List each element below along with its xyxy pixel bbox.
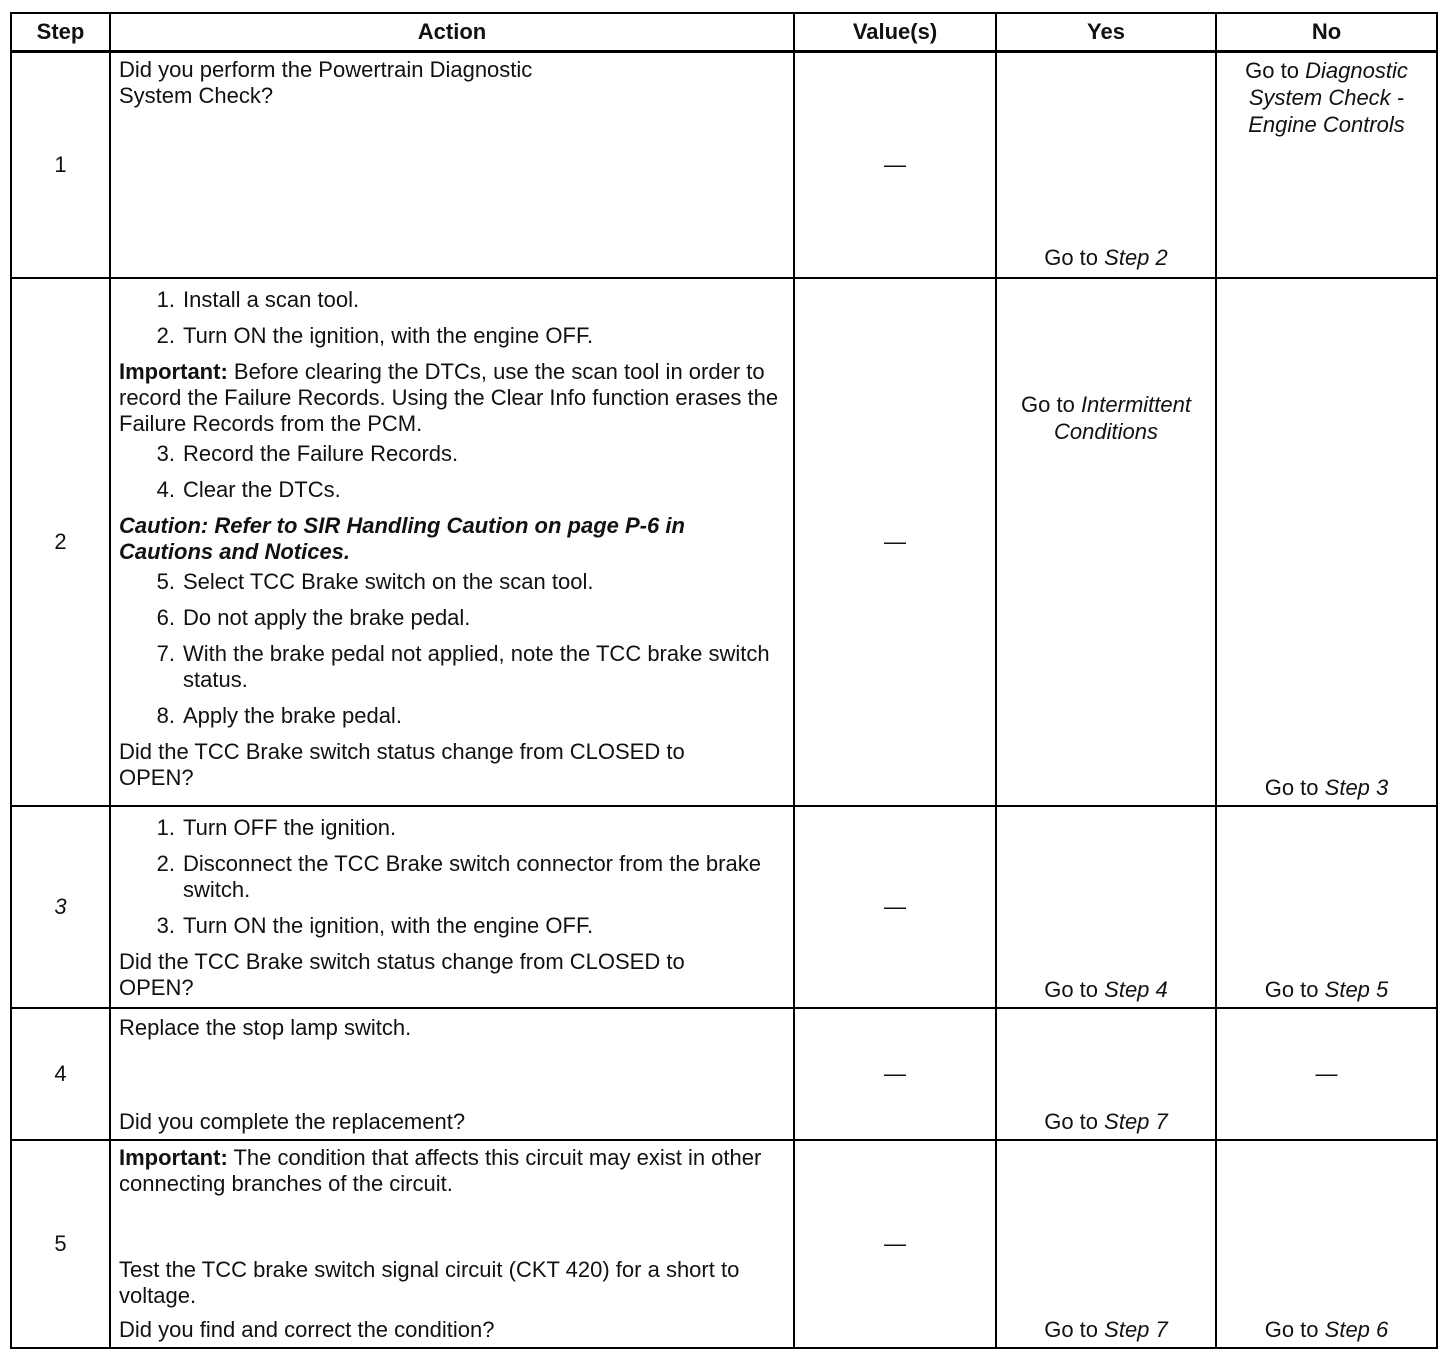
action-cell bbox=[110, 1140, 794, 1348]
action-question: Did you find and correct the condition? bbox=[119, 1316, 495, 1342]
goto-prefix: Go to bbox=[1044, 1108, 1099, 1134]
action-step: 6. Do not apply the brake pedal. bbox=[156, 604, 471, 630]
action-step: 7. With the brake pedal not applied, note the TCC brake switch status. bbox=[156, 640, 770, 692]
no-cell bbox=[1216, 1140, 1437, 1348]
yes-cell bbox=[996, 1140, 1216, 1348]
important-note: Important: The condition that affects this circuit may exist in other connecting branches of the circuit. bbox=[119, 1144, 762, 1196]
action-question: Did you perform the Powertrain Diagnostic System Check? bbox=[119, 57, 533, 108]
goto-target: Diagnostic System Check - Engine Controls bbox=[1248, 58, 1408, 137]
important-note: Important: Before clearing the DTCs, use the scan tool in order to record the Failure Records. Using the Clear Info function erases the Failure Records from the PCM. bbox=[119, 358, 779, 436]
goto-target: Step 4 bbox=[1104, 976, 1168, 1002]
yes-link[interactable] bbox=[997, 387, 1215, 449]
action-step: 5. Select TCC Brake switch on the scan tool. bbox=[156, 568, 594, 594]
yes-cell bbox=[996, 1008, 1216, 1140]
no-cell bbox=[1216, 278, 1437, 806]
header-row bbox=[11, 13, 1437, 52]
no-link[interactable] bbox=[1217, 977, 1436, 1003]
goto-prefix: Go to bbox=[1044, 976, 1099, 1002]
step-number: 2 bbox=[11, 278, 110, 806]
goto-prefix: Go to bbox=[1044, 1316, 1099, 1342]
no-link[interactable] bbox=[1217, 775, 1436, 801]
yes-link[interactable] bbox=[997, 1109, 1215, 1135]
goto-prefix: Go to bbox=[1264, 774, 1319, 800]
header-values: Value(s) bbox=[794, 13, 996, 52]
table-row bbox=[11, 52, 1437, 278]
action-question: Did the TCC Brake switch status change from CLOSED to OPEN? bbox=[119, 948, 685, 1000]
action-step: 1. Install a scan tool. bbox=[156, 286, 360, 312]
header-yes: Yes bbox=[996, 13, 1216, 52]
header-no: No bbox=[1216, 13, 1437, 52]
goto-target: Step 6 bbox=[1324, 1316, 1389, 1342]
yes-cell bbox=[996, 52, 1216, 278]
value-cell: — bbox=[794, 52, 996, 278]
goto-prefix: Go to bbox=[1245, 58, 1299, 83]
goto-prefix: Go to bbox=[1264, 1316, 1319, 1342]
value-cell: — bbox=[794, 278, 996, 806]
table-row bbox=[11, 278, 1437, 806]
header-step: Step bbox=[11, 13, 110, 52]
action-cell bbox=[110, 278, 794, 806]
step-number: 5 bbox=[11, 1140, 110, 1348]
action-step: 2. Disconnect the TCC Brake switch connector from the brake switch. bbox=[156, 850, 761, 902]
goto-prefix: Go to bbox=[1021, 391, 1075, 417]
value-cell: — bbox=[794, 1008, 996, 1140]
no-cell bbox=[1216, 806, 1437, 1008]
action-cell bbox=[110, 52, 794, 278]
step-number: 1 bbox=[11, 52, 110, 278]
no-link[interactable] bbox=[1217, 53, 1436, 142]
yes-link[interactable] bbox=[997, 977, 1215, 1003]
goto-prefix: Go to bbox=[1264, 976, 1319, 1002]
header-action: Action bbox=[110, 13, 794, 52]
diagnostic-table bbox=[10, 12, 1438, 1349]
no-cell bbox=[1216, 52, 1437, 278]
action-cell bbox=[110, 1008, 794, 1140]
table-row bbox=[11, 1008, 1437, 1140]
goto-target: Step 7 bbox=[1104, 1316, 1168, 1342]
action-step: 3. Record the Failure Records. bbox=[156, 440, 459, 466]
goto-prefix: Go to bbox=[1044, 244, 1099, 270]
action-step: 4. Clear the DTCs. bbox=[156, 476, 341, 502]
action-step: 1. Turn OFF the ignition. bbox=[156, 814, 397, 840]
goto-target: Step 7 bbox=[1104, 1108, 1168, 1134]
action-text: Replace the stop lamp switch. bbox=[119, 1014, 412, 1040]
table-row bbox=[11, 1140, 1437, 1348]
step-number: 3 bbox=[11, 806, 110, 1008]
value-cell: — bbox=[794, 1140, 996, 1348]
action-question: Did you complete the replacement? bbox=[119, 1108, 466, 1134]
goto-target: Intermittent Conditions bbox=[1054, 391, 1191, 444]
step-number: 4 bbox=[11, 1008, 110, 1140]
action-step: 3. Turn ON the ignition, with the engine OFF. bbox=[156, 912, 594, 938]
yes-cell bbox=[996, 806, 1216, 1008]
action-cell bbox=[110, 806, 794, 1008]
caution-note: Caution: Refer to SIR Handling Caution on page P-6 in Cautions and Notices. bbox=[119, 512, 685, 564]
no-cell: — bbox=[1216, 1008, 1437, 1140]
table-row bbox=[11, 806, 1437, 1008]
yes-link[interactable] bbox=[997, 1317, 1215, 1343]
goto-target: Step 2 bbox=[1104, 244, 1168, 270]
goto-target: Step 5 bbox=[1324, 976, 1389, 1002]
goto-target: Step 3 bbox=[1324, 774, 1389, 800]
yes-cell bbox=[996, 278, 1216, 806]
action-text: Test the TCC brake switch signal circuit (CKT 420) for a short to voltage. bbox=[119, 1256, 740, 1308]
action-step: 2. Turn ON the ignition, with the engine OFF. bbox=[156, 322, 594, 348]
yes-link[interactable] bbox=[997, 245, 1215, 271]
no-link[interactable] bbox=[1217, 1317, 1436, 1343]
value-cell: — bbox=[794, 806, 996, 1008]
action-question: Did the TCC Brake switch status change from CLOSED to OPEN? bbox=[119, 738, 685, 790]
action-step: 8. Apply the brake pedal. bbox=[156, 702, 402, 728]
